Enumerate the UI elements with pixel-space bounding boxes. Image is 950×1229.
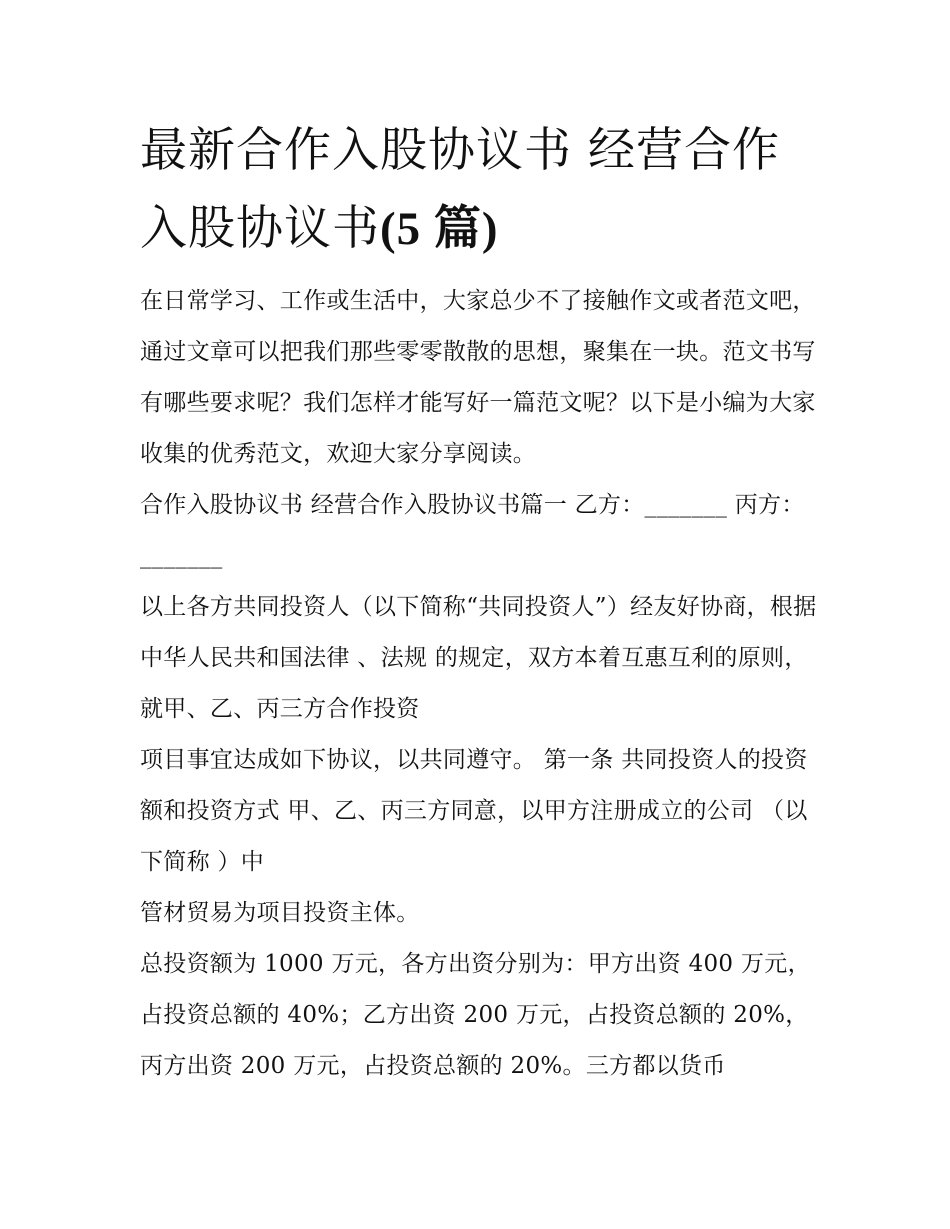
investment-subject-paragraph: 管材贸易为项目投资主体。 bbox=[140, 900, 420, 926]
title-line-2: 入股协议书 bbox=[140, 201, 380, 256]
negotiation-paragraph: 以上各方共同投资人（以下简称“共同投资人”）经友好协商，根据中华人民共和国法律 、法规 的规定，双方本着互惠互利的原则，就甲、乙、丙三方合作投资 bbox=[140, 594, 817, 722]
title-count: (5 篇) bbox=[380, 203, 499, 255]
title-line-1: 最新合作入股协议书 经营合作 bbox=[140, 123, 780, 178]
agreement-parties-paragraph: 合作入股协议书 经营合作入股协议书篇一 乙方：_______ 丙方：_______ bbox=[140, 492, 805, 569]
document-title bbox=[140, 112, 830, 268]
article-one-paragraph: 项目事宜达成如下协议，以共同遵守。 第一条 共同投资人的投资额和投资方式 甲、乙、丙三方同意，以甲方注册成立的公司 （以下简称 ）中 bbox=[140, 747, 808, 875]
intro-paragraph: 在日常学习、工作或生活中，大家总少不了接触作文或者范文吧，通过文章可以把我们那些零零散散的思想，聚集在一块。范文书写有哪些要求呢？我们怎样才能写好一篇范文呢？以下是小编为大家收集的优秀范文，欢迎大家分享阅读。 bbox=[140, 288, 816, 467]
document-body bbox=[140, 276, 830, 1092]
investment-amount-paragraph: 总投资额为 1000 万元，各方出资分别为：甲方出资 400 万元，占投资总额的 40%；乙方出资 200 万元，占投资总额的 20%，丙方出资 200 万元，占投资总额的 20%。三方都以货币 bbox=[140, 951, 811, 1079]
